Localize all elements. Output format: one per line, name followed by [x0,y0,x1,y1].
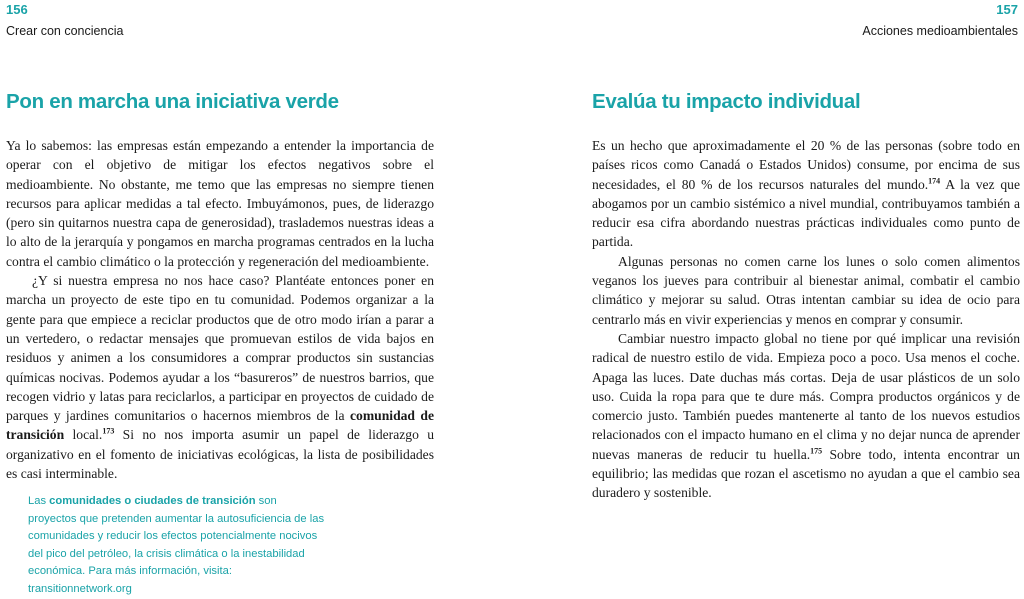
right-body [592,136,1020,503]
footnote-ref-173: 173 [102,426,115,436]
right-p3-text: Cambiar nuestro impacto global no tiene por qué implicar una revisión radical de nuestro estilo de vida. Empieza poco a poco. Usa menos el coche. Apaga las luces. Date duchas más cortas. Deja de usar plásticos de un solo uso. Cuida la ropa para que te dure más. Compra productos orgánicos y de comercio justo. También puedes mantenerte al tanto de los nuevos estudios relacionados con el impacto humano en el clima y no dejar nunca de aprender nuevas maneras de reducir tu huella. [592,330,1020,462]
left-page-number: 156 [6,2,28,17]
left-body [6,136,434,483]
left-running-title: Crear con conciencia [6,24,124,38]
right-column [592,90,1020,503]
left-paragraph-2 [6,271,434,483]
footnote-ref-175: 175 [810,446,823,456]
transition-community-term: comunidad de transición [6,408,435,443]
sidenote-text: son proyectos que pretenden aumentar la autosuficiencia de las comunidades y reducir los efectos potencialmente nocivos del pico del petróleo, la crisis climática o la inestabilidad económica. Para más información, visita: transitionnetwork.org [28,495,325,595]
left-heading: Pon en marcha una iniciativa verde [6,90,339,113]
left-paragraph-1: Ya lo sabemos: las empresas están empezando a entender la importancia de operar con el objetivo de mitigar los efectos negativos sobre el medioambiente. No obstante, me temo que las empresas no siempre tienen recursos para aplicar medidas a tal efecto. Imbuyámonos, pues, de liderazgo (pero sin quitarnos nuestra capa de generosidad), traslademos nuestras ideas a lo alto de la jerarquía y pongamos en marcha programas centrados en la lucha contra el cambio climático o la protección y regeneración del medioambiente. [6,138,434,269]
sidenote-term: comunidades o ciudades de transición [49,495,256,507]
right-p1-end: A la vez que abogamos por un cambio sistémico a nivel mundial, contribuyamos también a reducir esa cifra abordando nuestras prácticas individuales como punto de partida. [592,176,1020,250]
right-page-number: 157 [996,2,1018,17]
sidenote [28,493,328,599]
right-heading: Evalúa tu impacto individual [592,90,861,113]
left-p2-end: Si no nos importa asumir un papel de liderazgo u organizativo en el fomento de iniciativas ecológicas, la lista de posibilidades es casi interminable. [6,427,434,482]
right-paragraph-3 [592,329,1020,503]
sidenote-pre: Las [28,495,50,507]
right-running-title: Acciones medioambientales [862,24,1018,38]
left-column [6,90,434,483]
right-p1-text: Es un hecho que aproximadamente el 20 % de las personas (sobre todo en países ricos como Canadá o Estados Unidos) consume, por encima de sus necesidades, el 80 % de los recursos naturales del mundo. [592,138,1020,192]
right-paragraph-2: Algunas personas no comen carne los lunes o solo comen alimentos veganos los jueves para contribuir al bienestar animal, combatir el cambio climático y mejorar su salud. Otras intentan cambiar su idea de ocio para centrarlo más en vivir experiencias y menos en comprar y consumir. [592,253,1020,327]
right-p3-end: Sobre todo, intenta encontrar un equilibrio; las medidas que rozan el ascetismo no ayudan a que el cambio sea duradero y sostenible. [592,446,1020,501]
left-p2-local: local. [64,427,103,443]
right-paragraph-1 [592,136,1020,252]
footnote-ref-174: 174 [928,176,941,186]
left-p2-text: ¿Y si nuestra empresa no nos hace caso? Plantéate entonces poner en marcha un proyecto de este tipo en tu comunidad. Podemos organizar a la gente para que empiece a reciclar productos que de otro modo irían a parar a un vertedero, o redactar mensajes que promuevan estilos de vida bajos en residuos y animen a los consumidores a comprar productos sin sustancias químicas nocivas. Podemos ayudar a los “basureros” de nuestros barrios, que recogen vidrio y latas para reciclarlos, a participar en proyectos de cuidado de parques y jardines comunitarios o hacernos miembros de la [6,273,434,424]
